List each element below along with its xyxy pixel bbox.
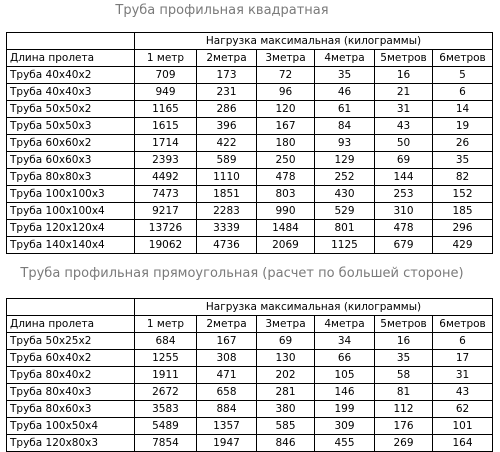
column-header-cell: 5метров	[375, 316, 433, 333]
column-header-cell: 2метра	[197, 316, 257, 333]
load-value-cell: 281	[257, 384, 315, 401]
pipe-name-cell: Труба 120х120х4	[7, 220, 135, 237]
load-header-cell: Нагрузка максимальная (килограммы)	[135, 299, 493, 316]
table-row	[7, 384, 493, 401]
column-header-cell: 3метра	[257, 316, 315, 333]
load-value-cell: 120	[257, 101, 315, 118]
load-value-cell: 253	[375, 186, 433, 203]
load-value-cell: 231	[197, 84, 257, 101]
column-header-cell: 2метра	[197, 50, 257, 67]
column-header-cell: 4метра	[315, 50, 375, 67]
column-header-cell: 1 метр	[135, 50, 197, 67]
pipe-name-cell: Труба 80х60х3	[7, 401, 135, 418]
table-row	[7, 350, 493, 367]
load-value-cell: 35	[315, 67, 375, 84]
load-value-cell: 105	[315, 367, 375, 384]
load-value-cell: 1484	[257, 220, 315, 237]
load-value-cell: 16	[375, 67, 433, 84]
load-value-cell: 1357	[197, 418, 257, 435]
load-value-cell: 430	[315, 186, 375, 203]
load-value-cell: 455	[315, 435, 375, 452]
load-value-cell: 26	[433, 135, 493, 152]
pipe-name-cell: Труба 100х100х4	[7, 203, 135, 220]
load-value-cell: 164	[433, 435, 493, 452]
load-value-cell: 19	[433, 118, 493, 135]
pipe-name-cell: Труба 40х40х2	[7, 67, 135, 84]
table-row	[7, 118, 493, 135]
table-row	[7, 84, 493, 101]
load-value-cell: 62	[433, 401, 493, 418]
load-value-cell: 250	[257, 152, 315, 169]
load-value-cell: 846	[257, 435, 315, 452]
load-value-cell: 6	[433, 84, 493, 101]
load-value-cell: 96	[257, 84, 315, 101]
pipe-name-cell: Труба 40х40х3	[7, 84, 135, 101]
load-value-cell: 2283	[197, 203, 257, 220]
pipe-name-cell: Труба 80х80х3	[7, 169, 135, 186]
table-row	[7, 435, 493, 452]
load-value-cell: 990	[257, 203, 315, 220]
load-value-cell: 801	[315, 220, 375, 237]
header-row-load	[7, 299, 493, 316]
load-value-cell: 81	[375, 384, 433, 401]
pipe-name-cell: Труба 80х40х3	[7, 384, 135, 401]
load-value-cell: 308	[197, 350, 257, 367]
header-row-columns	[7, 316, 493, 333]
table-row	[7, 169, 493, 186]
load-value-cell: 252	[315, 169, 375, 186]
table-title-rectangular-pipe: Труба профильная прямоугольная (расчет по большей стороне)	[20, 266, 464, 281]
load-value-cell: 129	[315, 152, 375, 169]
table-row	[7, 220, 493, 237]
load-value-cell: 130	[257, 350, 315, 367]
load-value-cell: 803	[257, 186, 315, 203]
header-blank-cell	[7, 299, 135, 316]
table-row	[7, 237, 493, 254]
table-row	[7, 67, 493, 84]
load-value-cell: 4492	[135, 169, 197, 186]
load-value-cell: 66	[315, 350, 375, 367]
load-value-cell: 3583	[135, 401, 197, 418]
load-value-cell: 21	[375, 84, 433, 101]
load-value-cell: 296	[433, 220, 493, 237]
rectangular-pipe-load-table	[6, 298, 493, 452]
table-row	[7, 333, 493, 350]
load-value-cell: 1851	[197, 186, 257, 203]
load-value-cell: 199	[315, 401, 375, 418]
table-row	[7, 152, 493, 169]
load-value-cell: 50	[375, 135, 433, 152]
column-header-cell: 3метра	[257, 50, 315, 67]
load-value-cell: 380	[257, 401, 315, 418]
load-value-cell: 422	[197, 135, 257, 152]
load-value-cell: 2069	[257, 237, 315, 254]
load-value-cell: 14	[433, 101, 493, 118]
load-value-cell: 17	[433, 350, 493, 367]
load-value-cell: 167	[197, 333, 257, 350]
column-header-cell: 4метра	[315, 316, 375, 333]
load-value-cell: 4736	[197, 237, 257, 254]
load-value-cell: 31	[433, 367, 493, 384]
square-pipe-load-table	[6, 32, 493, 254]
load-value-cell: 34	[315, 333, 375, 350]
load-value-cell: 589	[197, 152, 257, 169]
header-blank-cell	[7, 33, 135, 50]
load-value-cell: 310	[375, 203, 433, 220]
header-row-load	[7, 33, 493, 50]
load-value-cell: 72	[257, 67, 315, 84]
load-value-cell: 35	[433, 152, 493, 169]
load-value-cell: 396	[197, 118, 257, 135]
load-value-cell: 658	[197, 384, 257, 401]
load-value-cell: 43	[433, 384, 493, 401]
load-value-cell: 152	[433, 186, 493, 203]
column-header-cell: 6метров	[433, 316, 493, 333]
load-value-cell: 61	[315, 101, 375, 118]
load-value-cell: 1615	[135, 118, 197, 135]
load-value-cell: 1165	[135, 101, 197, 118]
load-value-cell: 1110	[197, 169, 257, 186]
column-header-cell: 1 метр	[135, 316, 197, 333]
load-value-cell: 884	[197, 401, 257, 418]
load-value-cell: 7854	[135, 435, 197, 452]
load-value-cell: 1911	[135, 367, 197, 384]
table-row	[7, 135, 493, 152]
load-value-cell: 43	[375, 118, 433, 135]
load-header-cell: Нагрузка максимальная (килограммы)	[135, 33, 493, 50]
load-value-cell: 286	[197, 101, 257, 118]
load-value-cell: 93	[315, 135, 375, 152]
load-value-cell: 1125	[315, 237, 375, 254]
load-value-cell: 478	[257, 169, 315, 186]
load-value-cell: 269	[375, 435, 433, 452]
load-value-cell: 7473	[135, 186, 197, 203]
pipe-name-cell: Труба 60х60х2	[7, 135, 135, 152]
load-value-cell: 6	[433, 333, 493, 350]
pipe-name-cell: Труба 60х40х2	[7, 350, 135, 367]
load-value-cell: 31	[375, 101, 433, 118]
pipe-name-cell: Труба 50х25х2	[7, 333, 135, 350]
table-row	[7, 401, 493, 418]
load-value-cell: 69	[375, 152, 433, 169]
table-row	[7, 203, 493, 220]
load-value-cell: 167	[257, 118, 315, 135]
table-row	[7, 186, 493, 203]
load-value-cell: 1714	[135, 135, 197, 152]
load-value-cell: 176	[375, 418, 433, 435]
load-value-cell: 82	[433, 169, 493, 186]
load-value-cell: 69	[257, 333, 315, 350]
pipe-name-cell: Труба 50х50х3	[7, 118, 135, 135]
load-value-cell: 2393	[135, 152, 197, 169]
load-value-cell: 202	[257, 367, 315, 384]
load-value-cell: 5	[433, 67, 493, 84]
load-value-cell: 46	[315, 84, 375, 101]
load-value-cell: 144	[375, 169, 433, 186]
pipe-name-cell: Труба 120х80х3	[7, 435, 135, 452]
load-value-cell: 585	[257, 418, 315, 435]
load-value-cell: 9217	[135, 203, 197, 220]
load-value-cell: 949	[135, 84, 197, 101]
load-value-cell: 2672	[135, 384, 197, 401]
pipe-name-cell: Труба 60х60х3	[7, 152, 135, 169]
column-header-cell: 5метров	[375, 50, 433, 67]
load-value-cell: 471	[197, 367, 257, 384]
load-value-cell: 58	[375, 367, 433, 384]
load-value-cell: 478	[375, 220, 433, 237]
column-header-cell: 6метров	[433, 50, 493, 67]
pipe-name-cell: Труба 50х50х2	[7, 101, 135, 118]
load-value-cell: 1947	[197, 435, 257, 452]
pipe-name-cell: Труба 80х40х2	[7, 367, 135, 384]
span-label-cell: Длина пролета	[7, 316, 135, 333]
load-value-cell: 180	[257, 135, 315, 152]
load-value-cell: 185	[433, 203, 493, 220]
load-value-cell: 679	[375, 237, 433, 254]
pipe-name-cell: Труба 100х50х4	[7, 418, 135, 435]
header-row-columns	[7, 50, 493, 67]
load-value-cell: 1255	[135, 350, 197, 367]
load-value-cell: 173	[197, 67, 257, 84]
load-value-cell: 5489	[135, 418, 197, 435]
load-value-cell: 309	[315, 418, 375, 435]
load-value-cell: 84	[315, 118, 375, 135]
pipe-name-cell: Труба 140х140х4	[7, 237, 135, 254]
load-value-cell: 684	[135, 333, 197, 350]
load-value-cell: 529	[315, 203, 375, 220]
table-row	[7, 101, 493, 118]
span-label-cell: Длина пролета	[7, 50, 135, 67]
load-value-cell: 709	[135, 67, 197, 84]
load-value-cell: 13726	[135, 220, 197, 237]
load-value-cell: 16	[375, 333, 433, 350]
load-value-cell: 19062	[135, 237, 197, 254]
table-row	[7, 367, 493, 384]
load-value-cell: 146	[315, 384, 375, 401]
load-value-cell: 101	[433, 418, 493, 435]
load-value-cell: 429	[433, 237, 493, 254]
load-value-cell: 3339	[197, 220, 257, 237]
load-value-cell: 112	[375, 401, 433, 418]
pipe-name-cell: Труба 100х100х3	[7, 186, 135, 203]
table-title-square-pipe: Труба профильная квадратная	[115, 3, 329, 18]
table-row	[7, 418, 493, 435]
load-value-cell: 35	[375, 350, 433, 367]
